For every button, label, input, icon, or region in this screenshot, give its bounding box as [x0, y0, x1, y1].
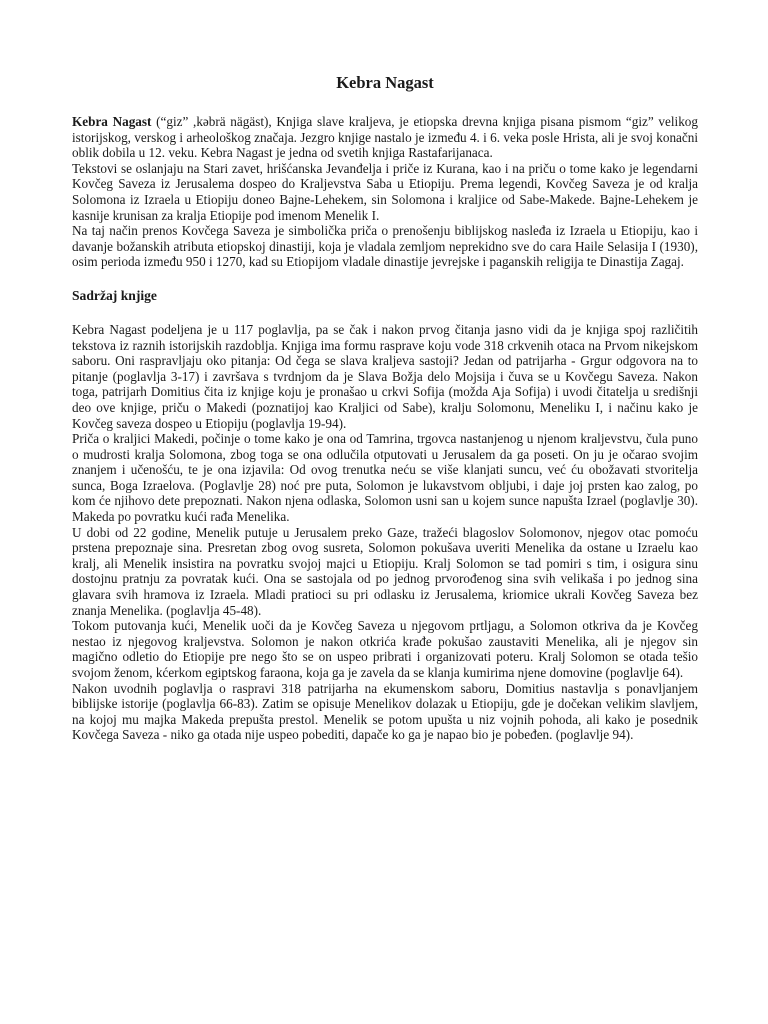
- document-title: Kebra Nagast: [336, 73, 434, 92]
- paragraph-structure: Kebra Nagast podeljena je u 117 poglavlja, pa se čak i nakon prvog čitanja jasno vidi da je knjiga spoj različitih tekstova iz raznih istorijskih razdoblja. Knjiga ima formu rasprave koju vode 318 crkvenih otaca na Prvom nikejskom saboru. Oni raspravljaju oko pitanja: Od čega se slava kraljeva sastoji? Jedan od patrijarha - Grgur odgovora na to pitanje (poglavlja 3-17) i završava s tvrdnjom da je Slava Božja delo Mojsija i čuva se u Kovčegu Saveza. Nakon toga, patrijarh Domitius čita iz knjige koju je pronašao u crkvi Sofija (možda Aja Sofija) i uvodi čitatelja u središnji deo ove knjige, priču o Makedi (poznatijoj kao Kraljici od Sabe), kralju Solomonu, Meneliku I, i načinu kako je Kovčeg saveza dospeo u Etiopiju (poglavlja 19-94).: [72, 321, 698, 431]
- paragraph-conclusion: Nakon uvodnih poglavlja o raspravi 318 patrijarha na ekumenskom saboru, Domitius nastavlja s ponavljanjem biblijske istorije (poglavlja 66-83). Zatim se opisuje Menelikov dolazak u Etiopiju, gde je dočekan velikim slavljem, na kojoj mu majka Makeda prepušta prestol. Menelik se potom upušta u niz vojnih pohoda, ali kako je posednik Kovčega Saveza - niko ga otada nije uspeo pobediti, dapače ko ga je napao bio je pobeđen. (poglavlje 94).: [72, 680, 698, 743]
- paragraph-dynasty: Na taj način prenos Kovčega Saveza je simbolička priča o prenošenju biblijskog nasleđa iz Izraela u Etiopiju, kao i davanje božanskih atributa etiopskoj dinastiji, koja je vladala zemljom neprekidno sve do cara Haile Selasija I (1930), osim perioda između 950 i 1270, kad su Etiopijom vladale dinastije jevrejske i paganskih religija te Dinastija Zagaj.: [72, 223, 698, 270]
- paragraph-menelik-journey: U dobi od 22 godine, Menelik putuje u Jerusalem preko Gaze, tražeći blagoslov Solomonov, njegov otac pomoću prstena prepoznaje sina. Presretan zbog ovog susreta, Solomon pokušava uveriti Menelika da ostane u Izraelu kao kralj, ali Menelik insistira na povratku svojoj majci u Etiopiju. Kralj Solomon se tad pomiri s tim, i osigura sinu dostojnu pratnju za povratak kući. Ona se sastojala od po jednog prvorođenog sina svih velikaša i po jednog sina glavara svih hramova iz Izraela. Mladi pratioci su pri odlasku iz Jerusalema, kriomice ukrali Kovčeg Saveza bez znanja Menelika. (poglavlja 45-48).: [72, 524, 698, 618]
- paragraph-makeda: Priča o kraljici Makedi, počinje o tome kako je ona od Tamrina, trgovca nastanjenog u njenom kraljevstvu, čula puno o mudrosti kralja Solomona, zbog toga se ona odlučila otputovati u Jerusalem da ga poseti. On ju je očarao svojim znanjem i učenošću, te je ona izjavila: Od ovog trenutka neću se više klanjati suncu, već ću obožavati stvoritelja sunca, Boga Izraelova. (Poglavlje 28) noć pre puta, Solomon je lukavstvom obljubi, i daje joj prsten kao zalog, po kom će njihovo dete prepoznati. Nakon njena odlaska, Solomon usni san u kojem sunce napušta Izrael (poglavlje 30). Makeda po povratku kući rađa Menelika.: [72, 431, 698, 525]
- intro-paragraph: [72, 114, 698, 161]
- paragraph-sources: Tekstovi se oslanjaju na Stari zavet, hrišćanska Jevanđelja i priče iz Kurana, kao i na priču o tome kako je legendarni Kovčeg Saveza iz Jerusalema dospeo do Kraljevstva Saba u Etiopiju. Prema legendi, Kovčeg Saveza je od kralja Solomona iz Izraela u Etiopiju doneo Bajne-Lehekem, sin Solomona i kraljice od Sabe-Makede. Bajne-Lehekem je kasnije krunisan za kralja Etiopije pod imenom Menelik I.: [72, 160, 698, 223]
- intro-text: (“giz” ,kəbrä nägäst), Knjiga slave kraljeva, je etiopska drevna knjiga pisana pismom “giz” velikog istorijskog, verskog i arheološkog značaja. Jezgro knjige nastalo je između 4. i 6. veka posle Hrista, ali je svoj konačni oblik dobila u 12. veku. Kebra Nagast je jedna od svetih knjiga Rastafarijanaca.: [72, 114, 698, 161]
- intro-term: Kebra Nagast: [72, 114, 152, 129]
- paragraph-ark-travel: Tokom putovanja kući, Menelik uoči da je Kovčeg Saveza u njegovom prtljagu, a Solomon otkriva da je Kovčeg nestao iz njegovog kraljevstva. Solomon je nakon otkrića krađe pokušao zaustaviti Menelika, ali je njegov sin magično odletio do Etiopije pre nego što se on uspeo pribrati i organizovati poteru. Kralj Solomon se otada tešio svojom ženom, kćerkom egiptskog faraona, koja ga je zavela da se klanja kumirima njene domovine (poglavlje 64).: [72, 618, 698, 680]
- section-heading: Sadržaj knjige: [72, 287, 157, 303]
- document-page: [72, 0, 698, 743]
